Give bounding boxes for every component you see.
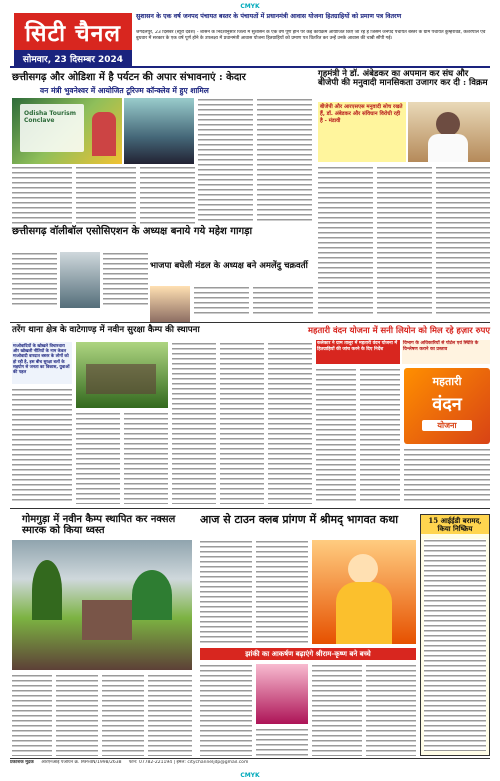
article-text — [56, 674, 98, 756]
article-text — [76, 166, 136, 224]
divider — [10, 322, 490, 323]
bhagwat-photo-2 — [256, 664, 308, 724]
article-text — [220, 342, 264, 504]
article-text — [124, 412, 168, 504]
footer — [10, 760, 490, 770]
footer-registration: आरएनआई पंजीयन क्र. MPHIN/1998/2638 — [41, 760, 122, 765]
divider — [10, 66, 490, 68]
article-text — [76, 412, 120, 504]
conclave-photo — [12, 98, 122, 164]
article-text — [377, 166, 432, 314]
mahtari-subhead-left: कलेक्टर ने ग्राम तालूर में महतारी वंदन योजना में हितग्राहियों की जांच करने के दिए निर्देश — [316, 340, 400, 364]
ambedkar-caption: बीजेपी और आरएसएस मनुवादी सोच रखते हैं, डॉ. अंबेडकर और संविधान विरोधी रही है - मंडावी — [320, 104, 403, 124]
cg-odisha-subhead: वन मंत्री भुवनेश्वर में आयोजित टूरिज्म कॉन्क्लेव में हुए शामिल — [40, 86, 209, 95]
article-text — [12, 388, 72, 504]
article-text — [12, 252, 57, 308]
article-text — [312, 664, 362, 756]
volleyball-photo — [60, 252, 100, 308]
bhagwat-photo — [312, 540, 416, 644]
top-story-lead: जगदलपुर, 23 दिसंबर (ब्यूरो देवेश) - शासन के निर्देशानुसार जिला में सुशासन के एक वर्ष पूर्ण होने पर कई कार्यक्रम आयोजित किए जा रहे हैं जिसमें जनपद पंचायत बस्तर के ग्राम पंचायत कुम्हरावंड, केशरपाल एवं बुधवार में सरकार के एक वर्ष पूर्ण होने के उपलक्ष्य में प्रधानमंत्री आवास योजना हितग्राहियों को प्रमाण पत्र वितरित कर उन्हें उनके आवास की चाबी सौंपी गई। — [136, 30, 486, 41]
article-text — [256, 540, 308, 644]
article-text — [172, 342, 216, 504]
article-text — [318, 166, 373, 314]
divider — [10, 758, 490, 759]
article-text — [360, 368, 400, 504]
ied-headline: 15 आईईडी बरामद, किया निष्क्रिय — [421, 515, 489, 534]
article-text — [200, 540, 252, 644]
bhagwat-band: झांकी का आकर्षण बढ़ाएंगे श्रीराम-कृष्ण बने बच्चे — [200, 648, 416, 660]
volleyball-headline: छत्तीसगढ़ वॉलीबॉल एसोसिएशन के अध्यक्ष बनाये गये महेश गागड़ा — [12, 226, 253, 237]
article-text — [198, 98, 253, 224]
issue-date: सोमवार, 23 दिसम्बर 2024 — [14, 50, 132, 67]
ambedkar-photo — [408, 102, 490, 162]
article-text — [12, 166, 72, 224]
safety-camp-blurb: माओवादियों के खोखले विचारधारा और खोखली नीतियों के नाम केवल माओवादी वारदात बस्तर के लोगों को हो रही है, इस बीच सुरक्षा बलों के सहयोग से जनता का विकास, युवाओं की पहल — [13, 343, 70, 375]
bjp-mandal-headline: भाजपा बघेली मंडल के अध्यक्ष बने अमलेंदु चक्रवर्ती — [150, 261, 308, 271]
mahtari-logo — [404, 368, 490, 444]
mahtari-subhead-right: विभाग के अधिकारियों से पोर्टल एवं स्थिति के विश्लेषण कराने का प्रस्ताव — [402, 340, 490, 364]
conclave-photo-label: Odisha Tourism Conclave — [24, 110, 76, 124]
safety-camp-blurb-box — [12, 342, 72, 384]
bhagwat-headline: आज से टाउन क्लब प्रांगण में श्रीमद्‌ भागवत कथा — [200, 513, 399, 526]
article-text — [424, 539, 486, 751]
registration-mark-top: CMYK — [240, 3, 260, 10]
article-text — [200, 664, 252, 756]
conclave-photo-2 — [124, 98, 194, 164]
article-text — [103, 252, 148, 308]
article-text — [12, 674, 52, 756]
gomguda-photo — [12, 540, 192, 670]
article-text — [366, 664, 416, 756]
mahtari-headline: महतारी वंदन योजना में सनी लियोन को मिल रहे हज़ार रुपए — [308, 325, 490, 335]
ambedkar-headline: गृहमंत्री ने डॉ. अंबेडकर का अपमान कर संघ और बीजेपी की मनुवादी मानसिकता उजागर कर दी : विक्रम — [318, 69, 488, 89]
cg-odisha-headline: छत्तीसगढ़ और ओडिशा में है पर्यटन की अपार संभावनाएं : केदार — [12, 72, 246, 83]
registration-mark-bottom: CMYK — [240, 772, 260, 779]
top-story-headline: सुशासन के एक वर्ष जनपद पंचायत बस्तर के पंचायतों में प्रधानमंत्री आवास योजना हितग्राहियों को प्रमाण पत्र वितरण — [136, 13, 402, 20]
article-text — [404, 448, 490, 504]
article-text — [316, 368, 356, 504]
article-text — [268, 342, 312, 504]
article-text — [148, 674, 192, 756]
mahtari-logo-top: महतारी — [432, 375, 462, 388]
safety-camp-photo — [76, 342, 168, 408]
article-text — [436, 166, 490, 314]
masthead — [14, 13, 132, 65]
ambedkar-caption-box — [318, 102, 406, 162]
article-text — [253, 286, 313, 314]
gomguda-headline: गोमगुड़ा में नवीन कैम्प स्थापित कर नक्सल स्मारक को किया ध्वस्त — [22, 514, 176, 536]
footer-contact: फोन: 07782-221194 | ईमेल: citychanneljdp@gmail.com — [128, 760, 249, 765]
ied-box — [420, 514, 490, 756]
article-text — [256, 728, 308, 756]
safety-camp-headline: तरेंग थाना क्षेत्र के वाटेगाण्ड़ में नवीन सुरक्षा कैम्प की स्थापना — [12, 325, 200, 335]
divider — [10, 508, 490, 509]
mahtari-logo-bottom: योजना — [422, 420, 472, 431]
article-text — [140, 166, 195, 224]
article-text — [102, 674, 144, 756]
newspaper-name: सिटी चैनल — [24, 20, 122, 47]
article-text — [257, 98, 312, 224]
footer-publisher: प्रकाशक मुद्रक — [10, 760, 34, 765]
article-text — [194, 286, 249, 314]
mahtari-logo-main: वंदन — [432, 394, 462, 415]
portrait-photo — [150, 286, 190, 322]
